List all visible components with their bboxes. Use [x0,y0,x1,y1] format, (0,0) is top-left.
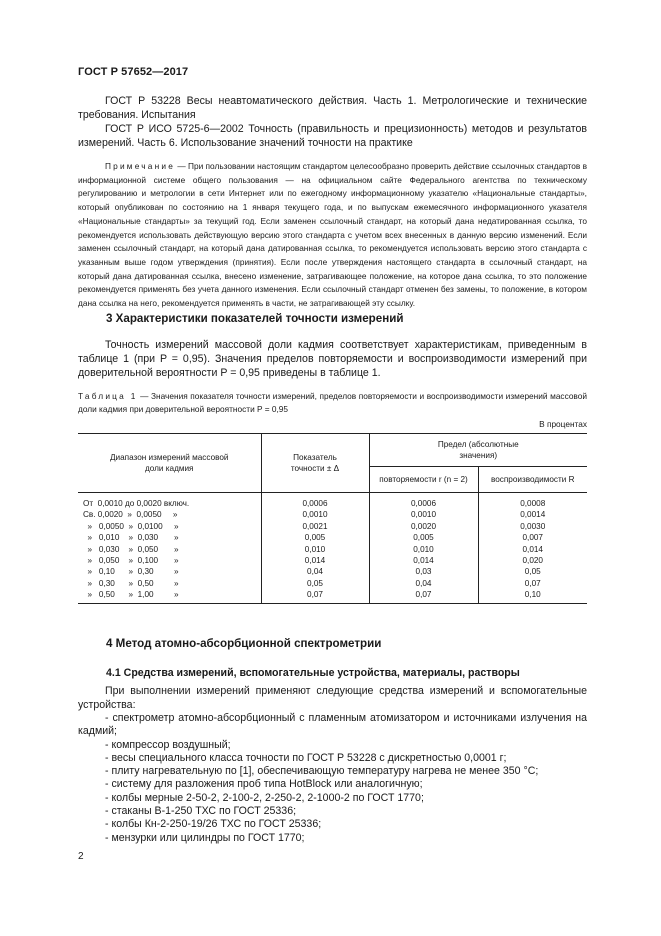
cell-range: От 0,0010 до 0,0020 включ. [83,499,190,508]
cell-range: » 0,030 » 0,050 » [83,544,179,554]
list-item: - стаканы В-1-250 ТХС по ГОСТ 25336; [105,805,297,818]
note-paragraph [78,160,587,311]
cell-reproducibility: 0,0014 [478,509,587,520]
page-content [78,94,587,319]
list-item: - компрессор воздушный; [105,738,231,751]
cell-range: » 0,30 » 0,50 » [83,578,179,588]
cell-repeatability: 0,0020 [369,521,478,532]
list-item: - колбы Кн-2-250-19/26 ТХС по ГОСТ 25336; [105,818,322,831]
cell-reproducibility: 0,07 [478,578,587,589]
table-row [78,493,587,510]
list-item: - систему для разложения проб типа HotBlock или аналогичную; [105,778,423,791]
cell-repeatability: 0,014 [369,555,478,566]
header-reproducibility: воспроизводимости R [478,467,587,493]
cell-range: » 0,050 » 0,100 » [83,556,179,566]
section-4-body [78,684,587,845]
list-item: - весы специального класса точности по ГОСТ Р 53228 с дискретностью 0,0001 г; [105,751,507,764]
table-row [78,532,587,543]
list-item: - плиту нагревательную по [1], обеспечивающую температуру нагрева не менее 350 °С; [105,765,539,778]
cell-accuracy: 0,0006 [261,493,369,510]
cell-repeatability: 0,07 [369,589,478,603]
cell-accuracy: 0,0010 [261,509,369,520]
table-row [78,521,587,532]
cell-accuracy: 0,005 [261,532,369,543]
section-4-intro: При выполнении измерений применяют следующие средства измерений и вспомогательные устройства: [78,685,587,711]
cell-reproducibility: 0,10 [478,589,587,603]
table-row [78,578,587,589]
cell-range: » 0,0050 » 0,0100 » [83,521,179,531]
cell-reproducibility: 0,014 [478,544,587,555]
list-item: - спектрометр атомно-абсорбционный с пламенным атомизатором и источниками излучения на кадмий; [78,712,587,738]
table-1-units: В процентах [539,419,587,429]
table-row [78,544,587,555]
header-repeatability: повторяемости r (n = 2) [369,467,478,493]
cell-range: » 0,010 » 0,030 » [83,533,179,543]
cell-reproducibility: 0,0008 [478,493,587,510]
cell-accuracy: 0,07 [261,589,369,603]
table-row [78,555,587,566]
table-1-caption [78,390,587,416]
list-item: - мензурки или цилиндры по ГОСТ 1770; [105,831,305,844]
header-limit: Предел (абсолютные значения) [369,434,587,467]
cell-accuracy: 0,04 [261,566,369,577]
note-text: — При пользовании настоящим стандартом целесообразно проверить действие ссылочных стандартов в информационной системе общего пользования — на официальном сайте Федерального агентства по техническому регулированию и метрологии в сети Интернет или по ежегодному информационному указателю «Национальные стандарты», который опубликован по состоянию на 1 января текущего года, и по выпускам ежемесячного информационного указателя «Национальные стандарты» за текущий год. Если заменен ссылочный стандарт, на который дана недатированная ссылка, то рекомендуется использовать действующую версию этого стандарта с учетом всех внесенных в данную версию изменений. Если заменен ссылочный стандарт, на который дана датированная ссылка, то рекомендуется использовать версию этого стандарта с указанным выше годом утверждения (принятия). Если после утверждения настоящего стандарта в ссылочный стандарт, на который дана датированная ссылка, внесено изменение, затрагивающее положение, на которое дана ссылка, то это положение рекомендуется применять без учета данного изменения. Если ссылочный стандарт отменен без замены, то положение, в котором дана ссылка на него, рекомендуется применять в части, не затрагивающей эту ссылку. [78,161,587,309]
section-4-title: 4 Метод атомно-абсорбционной спектрометрии [106,637,382,650]
note-label: Примечание [105,161,176,171]
cell-accuracy: 0,010 [261,544,369,555]
cell-reproducibility: 0,007 [478,532,587,543]
cell-repeatability: 0,0006 [369,493,478,510]
section-3-body [78,338,587,380]
table-1-caption-text: — Значения показателя точности измерений, пределов повторяемости и воспроизводимости измерений массовой доли кадмия при доверительной вероятности P = 0,95 [78,391,587,414]
reference-gost-53228: ГОСТ Р 53228 Весы неавтоматического действия. Часть 1. Метрологические и технические требования. Испытания [78,95,587,121]
cell-repeatability: 0,04 [369,578,478,589]
cell-repeatability: 0,010 [369,544,478,555]
table-1 [78,433,587,604]
header-accuracy: Показатель точности ± Δ [261,434,369,493]
cell-reproducibility: 0,020 [478,555,587,566]
cell-range: Св. 0,0020 » 0,0050 » [83,510,178,520]
subsection-4-1-title: 4.1 Средства измерений, вспомогательные устройства, материалы, растворы [106,667,520,679]
reference-gost-5725-6: ГОСТ Р ИСО 5725-6—2002 Точность (правильность и прецизионность) методов и результатов измерений. Часть 6. Использование значений точности на практике [78,123,587,149]
document-header: ГОСТ Р 57652—2017 [78,66,189,78]
cell-accuracy: 0,05 [261,578,369,589]
cell-repeatability: 0,03 [369,566,478,577]
equipment-list [78,712,587,845]
table-row [78,589,587,603]
cell-reproducibility: 0,05 [478,566,587,577]
table-1-block [78,390,587,604]
cell-accuracy: 0,014 [261,555,369,566]
page-number: 2 [78,851,84,862]
table-1-caption-label: Таблица 1 [78,391,138,401]
cell-repeatability: 0,005 [369,532,478,543]
section-3-title: 3 Характеристики показателей точности измерений [106,312,404,325]
header-range: Диапазон измерений массовой доли кадмия [78,434,261,493]
cell-range: » 0,50 » 1,00 » [83,590,179,600]
table-row [78,566,587,577]
section-3-paragraph: Точность измерений массовой доли кадмия соответствует характеристикам, приведенным в таблице 1 (при P = 0,95). Значения пределов повторяемости и воспроизводимости измерений при доверительной вероятности P = 0,95 приведены в таблице 1. [78,339,587,379]
table-row [78,509,587,520]
cell-reproducibility: 0,0030 [478,521,587,532]
list-item: - колбы мерные 2-50-2, 2-100-2, 2-250-2, 2-1000-2 по ГОСТ 1770; [105,791,424,804]
cell-repeatability: 0,0010 [369,509,478,520]
cell-range: » 0,10 » 0,30 » [83,567,179,577]
cell-accuracy: 0,0021 [261,521,369,532]
